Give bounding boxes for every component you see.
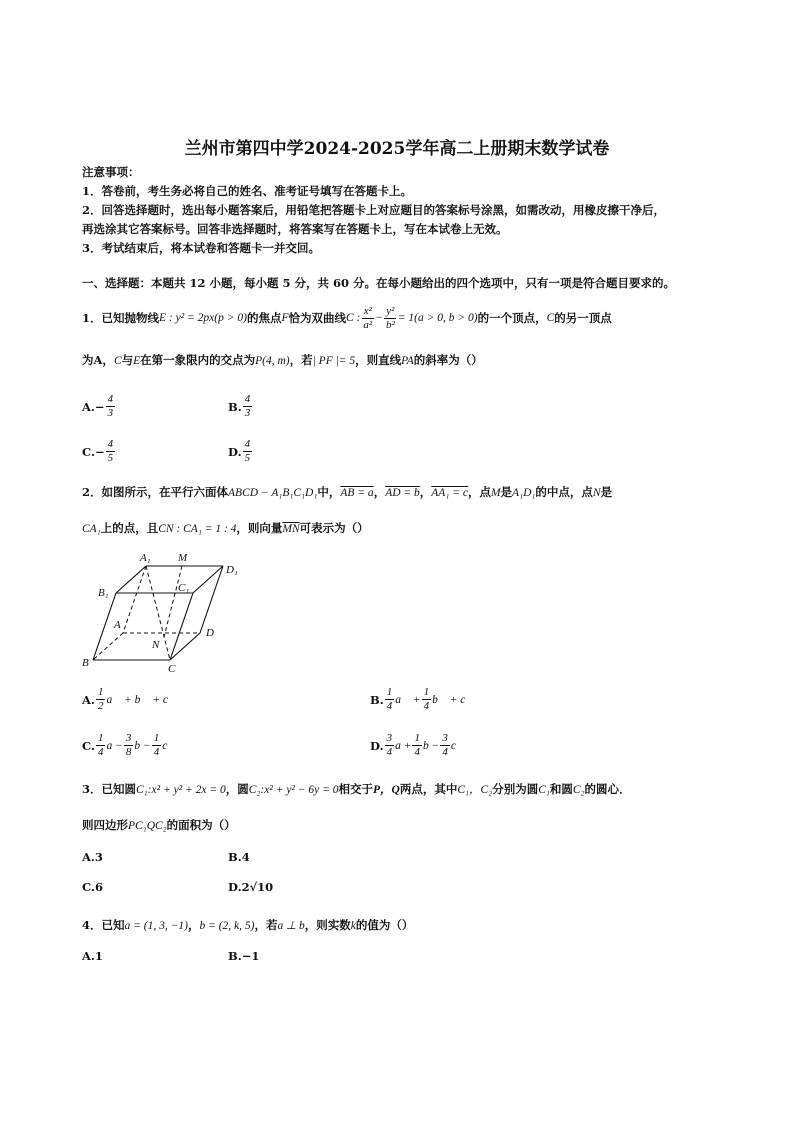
q1-text: 的一个顶点， (477, 311, 547, 325)
q1-math: = 1(a > 0, b > 0) (397, 312, 478, 324)
option-fraction: $\frac{1}{4}$ (386, 686, 393, 712)
option-expression: a⃗ + (395, 693, 421, 706)
option-fraction: $\frac{4}{3}$ (244, 393, 251, 419)
q3-text: 的面积为（） (166, 818, 236, 832)
q4-text: ，则实数 (304, 918, 351, 932)
option-label: B. (228, 399, 242, 414)
q2-line1 (82, 484, 612, 500)
q2-option-a[interactable] (82, 686, 177, 713)
q2-text: 2．如图所示，在平行六面体 (82, 485, 229, 499)
q3-math: C₁:x² + y² + 2x = 0 (136, 784, 226, 796)
label-d1: D₁ (226, 564, 238, 576)
option-fraction: $\frac{3}{4}$ (442, 732, 448, 758)
q3-option-d[interactable]: D.2√10 (228, 880, 274, 894)
q3-math: C₂:x² + y² − 6y = 0 (248, 784, 339, 796)
q3-text: 分别为圆 (492, 782, 539, 796)
q3-text: 两点，其中 (399, 782, 458, 796)
q1-text: 的另一顶点 (554, 311, 612, 325)
q1-line1 (82, 302, 612, 334)
q3-math: P，Q (373, 784, 400, 796)
q2-vector: AA₁ = c (431, 487, 468, 499)
q4-option-a[interactable]: A.1 (82, 949, 103, 963)
q4-text: 的值为（） (355, 918, 414, 932)
q3-option-a[interactable]: A.3 (82, 850, 103, 864)
option-fraction: $\frac{1}{4}$ (97, 732, 104, 758)
option-fraction: $\frac{3}{4}$ (386, 732, 393, 758)
q4-math: a ⊥ b (277, 920, 305, 932)
option-expression: a − (106, 739, 123, 752)
q2-text: ，点 (467, 485, 491, 499)
q3-text: 和圆 (549, 782, 573, 796)
q1-fraction-x: $\frac{\text{x²}}{\text{a²}}$ (363, 304, 373, 331)
label-c1: C₁ (178, 582, 190, 594)
label-a1: A₁ (140, 552, 151, 564)
q2-math: N (592, 487, 601, 499)
notice-item-2-cont: 再选涂其它答案标号。回答非选择题时，将答案写在答题卡上，写在本试卷上无效。 (82, 222, 508, 236)
notice-item-2: 2．回答选择题时，选出每小题答案后，用铅笔把答题卡上对应题目的答案标号涂黑，如需改动，用橡皮擦干净后， (82, 203, 665, 217)
q1-text: ，若 (289, 353, 313, 367)
q1-text: 恰为双曲线 (288, 311, 346, 325)
q1-option-d[interactable] (228, 438, 253, 465)
q3-math: C₁，C₂ (457, 784, 493, 796)
section-heading: 一、选择题：本题共 12 小题，每小题 5 分，共 60 分。在每小题给出的四个选项中，只有一项是符合题目要求的。 (82, 276, 676, 290)
q2-text: 是 (500, 485, 513, 499)
q3-text: 的圆心． (584, 782, 631, 796)
q3-text: 3．已知圆 (82, 782, 137, 796)
q2-vector: AB = a (340, 487, 374, 499)
q1-text: 的焦点 (246, 311, 282, 325)
q4-math: b = (2, k, 5) (199, 920, 255, 932)
q1-text: ，则直线 (355, 353, 402, 367)
q3-option-c[interactable]: C.6 (82, 880, 103, 894)
q2-text: 中， (317, 485, 341, 499)
option-expression: a + (395, 739, 412, 752)
q2-text: 上的点，且 (100, 521, 159, 535)
option-expression: b − (134, 739, 151, 752)
label-d: D (206, 627, 214, 639)
notice-item-3: 3．考试结束后，将本试卷和答题卡一并交回。 (82, 241, 320, 255)
q2-option-c[interactable] (82, 732, 167, 759)
q2-text: ，则向量 (236, 521, 283, 535)
q2-option-b[interactable] (370, 686, 474, 713)
q3-text: ，圆 (225, 782, 249, 796)
q2-math: CA₁ (82, 523, 101, 535)
option-fraction: $\frac{4}{5}$ (244, 438, 251, 464)
q2-text: 的中点，点 (535, 485, 593, 499)
q2-text: 是 (600, 485, 613, 499)
option-expression: b⃗ + c⃗ (432, 693, 475, 706)
option-fraction: $\frac{4}{5}$ (107, 438, 114, 464)
q1-math: | PF |= 5 (312, 355, 356, 367)
q3-line1 (82, 781, 631, 797)
q1-text: 与 (121, 353, 134, 367)
q4-text: 4．已知 (82, 918, 125, 932)
notice-item-1: 1．答卷前，考生务必将自己的姓名、准考证号填写在答题卡上。 (82, 184, 412, 198)
exam-title: 兰州市第四中学2024-2025学年高二上册期末数学试卷 (184, 139, 610, 159)
option-label: B. (370, 692, 384, 707)
q1-option-b[interactable] (228, 393, 253, 420)
label-m: M (178, 552, 188, 564)
q1-text: 为A， (82, 353, 114, 367)
label-b1: B₁ (98, 587, 109, 599)
option-expression: c (450, 739, 456, 752)
option-label: C.− (82, 444, 105, 459)
option-fraction: $\frac{3}{8}$ (125, 732, 132, 758)
q2-text: ， (373, 485, 386, 499)
option-expression: c (162, 739, 168, 752)
q4-option-b[interactable]: B.−1 (228, 949, 260, 963)
label-c: C (168, 663, 176, 675)
q2-text: 可表示为（） (299, 521, 369, 535)
q4-math: k (350, 920, 356, 932)
q1-math: E (133, 355, 141, 367)
q3-text: 则四边形 (82, 818, 128, 832)
q2-vector: AD = b (385, 487, 420, 499)
q3-math: C₁ (538, 784, 550, 796)
q2-line2 (82, 520, 369, 536)
q1-text: 1．已知抛物线 (82, 311, 160, 325)
q4-text: ，若 (254, 918, 278, 932)
option-fraction: $\frac{4}{3}$ (107, 393, 114, 419)
notice-heading: 注意事项： (82, 165, 140, 179)
q2-math: A₁D₁ (512, 487, 536, 499)
q2-text: ， (419, 485, 432, 499)
label-b: B (82, 657, 89, 669)
option-label: D. (370, 738, 384, 753)
option-fraction: $\frac{1}{4}$ (414, 732, 420, 758)
q1-math: P(4, m) (255, 355, 290, 367)
label-n: N (152, 639, 160, 651)
edge-b1-b (93, 593, 116, 660)
q3-line2 (82, 817, 236, 833)
q1-math: PA (401, 355, 414, 367)
option-label: A. (82, 692, 95, 707)
option-fraction: $\frac{1}{4}$ (153, 732, 160, 758)
q1-option-c[interactable] (82, 438, 116, 465)
q2-math: CN : CA₁ = 1 : 4 (158, 523, 237, 535)
option-expression: a⃗ + b⃗ + c⃗ (106, 693, 177, 706)
q4-text: ， (187, 918, 200, 932)
parallelepiped-figure (78, 548, 248, 678)
minus-sign: − (375, 312, 383, 324)
q1-option-a[interactable] (82, 393, 116, 420)
q2-math: M (490, 487, 501, 499)
q3-math: C₂ (572, 784, 585, 796)
hidden-segment-m-n (164, 566, 182, 637)
q2-vector: $\overline{MN}$ (282, 523, 300, 535)
option-fraction: $\frac{1}{4}$ (423, 686, 430, 712)
q3-math: PC₁QC₂ (128, 820, 167, 832)
q1-math: F (281, 312, 289, 324)
q1-text: 在第一象限内的交点为 (140, 353, 256, 367)
q3-text: 相交于 (338, 782, 374, 796)
option-expression: b − (422, 739, 440, 752)
q1-fraction-y: $\frac{\text{y²}}{\text{b²}}$ (385, 304, 395, 331)
q2-option-d[interactable] (370, 732, 456, 759)
option-label: A.− (82, 399, 105, 414)
q1-math: C : (346, 312, 361, 324)
q3-option-b[interactable]: B.4 (228, 850, 250, 864)
q1-text: 的斜率为（） (413, 353, 483, 367)
label-a: A (114, 619, 121, 631)
q1-math: C (546, 312, 555, 324)
q1-line2 (82, 352, 483, 368)
option-label: D. (228, 444, 242, 459)
option-label: C. (82, 738, 95, 753)
q2-math: ABCD − A₁B₁C₁D₁ (228, 487, 318, 499)
q1-math: C (113, 355, 122, 367)
q4-line1 (82, 917, 413, 933)
option-fraction: $\frac{1}{2}$ (97, 686, 104, 712)
q1-math: E : y² = 2px(p > 0) (159, 312, 247, 324)
q4-math: a = (1, 3, −1) (124, 920, 188, 932)
